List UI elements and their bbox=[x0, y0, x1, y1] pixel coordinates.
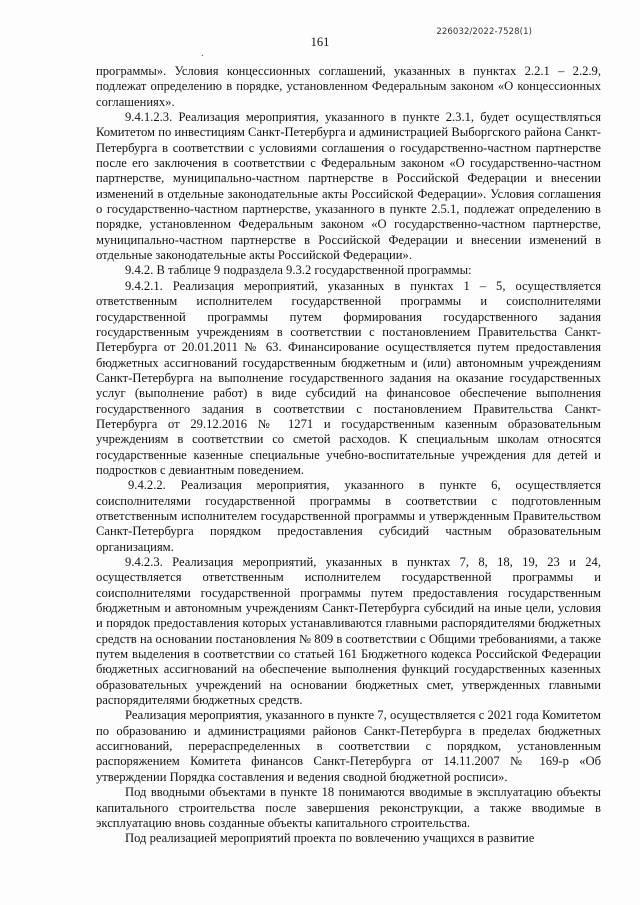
paragraph-continued: программы». Условия концессионных соглашений, указанных в пунктах 2.2.1 – 2.2.9, подлежат определению в порядке, установленном Федеральным законом «О концессионных соглашениях». bbox=[96, 64, 601, 109]
paragraph-item-18: Под вводными объектами в пункте 18 понимаются вводимые в эксплуатацию объекты капитального строительства после завершения реконструкции, а также вводимые в эксплуатацию вновь созданные объекты капитального строительства. bbox=[96, 785, 601, 830]
page-number: 161 bbox=[310, 35, 330, 49]
paragraph-9-4-2: 9.4.2. В таблице 9 подраздела 9.3.2 государственной программы: bbox=[125, 263, 472, 278]
paragraph-9-4-2-1: 9.4.2.1. Реализация мероприятий, указанных в пунктах 1 – 5, осуществляется ответственным исполнителем государственной программы и соисполнителями государственной программы путем формирования государственного задания государственным учреждениям в соответствии с постановлением Правительства Санкт-Петербурга от 20.01.2011 № 63. Финансирование осуществляется путем предоставления бюджетных ассигнований государственным бюджетным и (или) автономным учреждениям Санкт-Петербурга на выполнение государственного задания на оказание государственных услуг (выполнение работ) в виде субсидий на финансовое обеспечение выполнения государственного задания в соответствии с постановлением Правительства Санкт-Петербурга от 29.12.2016 № 1271 и государственным казенным образовательным учреждениям в соответствии со сметой расходов. К специальным школам относятся государственные казенные специальные учебно-воспитательные учреждения для детей и подростков с девиантным поведением. bbox=[96, 278, 601, 477]
paragraph-item-7: Реализация мероприятия, указанного в пункте 7, осуществляется с 2021 года Комитетом по образованию и администрациями районов Санкт-Петербурга в пределах бюджетных ассигнований, перераспределенных в соответствии с порядком, установленным распоряжением Комитета финансов Санкт-Петербурга от 14.11.2007 № 169-р «Об утверждении Порядка составления и ведения сводной бюджетной росписи». bbox=[96, 708, 601, 784]
document-body bbox=[96, 64, 601, 847]
document-id: 226032/2022-7528(1) bbox=[436, 27, 532, 37]
paragraph-9-4-1-2-3: 9.4.1.2.3. Реализация мероприятия, указанного в пункте 2.3.1, будет осуществляться Комитетом по инвестициям Санкт-Петербурга и администрацией Выборгского района Санкт-Петербурга в соответствии с условиями соглашения о государственно-частном партнерстве после его заключения в соответствии с Федеральным законом «О государственно-частном партнерстве, муниципально-частном партнерстве в Российской Федерации и внесении изменений в отдельные законодательные акты Российской Федерации». Условия соглашения о государственно-частном партнерстве, указанного в пункте 2.5.1, подлежат определению в порядке, установленном Федеральным законом «О государственно-частном партнерстве, муниципально-частном партнерстве в Российской Федерации и внесении изменений в отдельные законодательные акты Российской Федерации». bbox=[96, 110, 601, 263]
paragraph-project-start: Под реализацией мероприятий проекта по вовлечению учащихся в развитие bbox=[125, 831, 535, 846]
margin-mark: . bbox=[201, 48, 204, 59]
paragraph-9-4-2-2: 9.4.2.2. Реализация мероприятия, указанного в пункте 6, осуществляется соисполнителями государственной программы в соответствии с подготовленным ответственным исполнителем государственной программы и утвержденным Правительством Санкт-Петербурга порядком предоставления субсидий частным образовательным организациям. bbox=[96, 478, 601, 554]
paragraph-9-4-2-3: 9.4.2.3. Реализация мероприятий, указанных в пунктах 7, 8, 18, 19, 23 и 24, осуществляется ответственным исполнителем государственной программы и соисполнителями государственной программы путем предоставления государственным бюджетным и автономным учреждениям Санкт-Петербурга субсидий на иные цели, условия и порядок предоставления которых устанавливаются главными распорядителями бюджетных средств на основании постановления № 809 в соответствии с Общими требованиями, а также путем выделения в соответствии со статьей 161 Бюджетного кодекса Российской Федерации бюджетных ассигнований на обеспечение выполнения функций государственных казенных образовательных учреждений на основании бюджетных смет, утвержденных главными распорядителями бюджетных средств. bbox=[96, 555, 601, 708]
